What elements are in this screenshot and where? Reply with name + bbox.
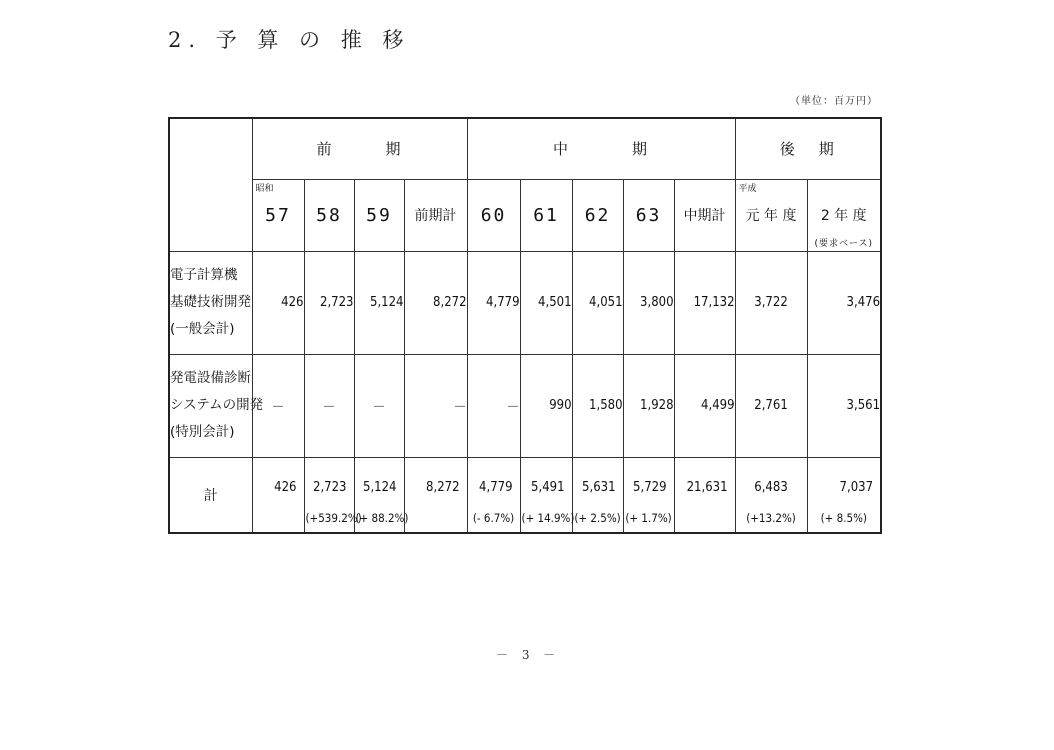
total-value: 21,631 (686, 479, 728, 495)
period-late-char-2: 期 (818, 140, 836, 159)
value-cell: 2,761 (735, 354, 807, 457)
year-cell (735, 179, 807, 251)
year-label: 57 (265, 204, 291, 226)
total-value: 5,124 (363, 479, 397, 495)
budget-table (168, 117, 882, 534)
total-cell (735, 457, 807, 533)
period-early (252, 118, 467, 179)
value-cell: 3,476 (807, 251, 881, 354)
year-cell (304, 179, 354, 251)
total-cell (354, 457, 409, 533)
year-cell (807, 179, 881, 251)
value-cell: 8,272 (404, 251, 467, 354)
request-base-note: (要求ベース) (814, 238, 874, 249)
era-showa-label: 昭和 (255, 183, 274, 194)
year-header-row (169, 179, 881, 251)
year-label: 元 年 度 (745, 208, 797, 224)
period-late-char-1: 後 (779, 140, 797, 159)
change-rate: (+ 1.7%) (625, 511, 672, 525)
year-label: 前期計 (414, 208, 457, 224)
change-rate: (+539.2%) (305, 511, 362, 525)
value-cell: 3,561 (807, 354, 881, 457)
total-row (169, 457, 881, 533)
era-heisei-label: 平成 (738, 183, 757, 194)
row-label-line: システムの開発 (170, 397, 264, 413)
year-label: 61 (533, 204, 559, 226)
year-label: 59 (366, 204, 392, 226)
value-cell: 4,051 (572, 251, 623, 354)
year-label: 63 (635, 204, 662, 226)
year-cell (520, 179, 572, 251)
value-cell: － (467, 354, 520, 457)
total-cell (404, 457, 467, 533)
row-label-line: (特別会計) (170, 424, 235, 440)
year-label: 58 (316, 204, 342, 226)
change-rate: (+13.2%) (746, 511, 796, 525)
change-rate: (- 6.7%) (472, 511, 515, 525)
period-middle-char-1: 中 (553, 140, 571, 159)
total-cell (807, 457, 881, 533)
value-cell: 990 (520, 354, 572, 457)
page-number: － 3 － (496, 648, 561, 662)
year-label: 62 (584, 204, 611, 226)
year-cell (404, 179, 467, 251)
year-cell (572, 179, 623, 251)
total-cell (467, 457, 520, 533)
row-label-line: (一般会計) (170, 321, 235, 337)
year-cell (354, 179, 404, 251)
value-cell: 3,800 (623, 251, 674, 354)
change-rate: (+ 88.2%) (355, 511, 409, 525)
value-cell: 1,580 (572, 354, 623, 457)
total-value: 5,729 (633, 479, 667, 495)
page-title: 2. 予 算 の 推 移 (168, 28, 411, 52)
row-label-line: 基礎技術開発 (170, 294, 251, 310)
value-cell: 2,723 (304, 251, 354, 354)
total-cell (572, 457, 623, 533)
total-value: 5,491 (531, 479, 565, 495)
corner-cell (169, 118, 252, 251)
total-label: 計 (169, 457, 252, 533)
value-cell: 4,501 (520, 251, 572, 354)
period-early-char-2: 期 (385, 140, 403, 159)
change-rate: (+ 8.5%) (820, 511, 867, 525)
row-label (169, 251, 252, 354)
year-cell (623, 179, 674, 251)
period-late (735, 118, 881, 179)
year-cell (252, 179, 304, 251)
table-row (169, 251, 881, 354)
row-label-line: 発電設備診断 (170, 370, 251, 386)
year-label: 中期計 (683, 208, 726, 224)
unit-label: （単位：百万円） (790, 96, 878, 107)
value-cell: 1,928 (623, 354, 674, 457)
period-early-char-1: 前 (316, 140, 334, 159)
year-cell (467, 179, 520, 251)
total-cell (623, 457, 674, 533)
year-cell (674, 179, 735, 251)
table-row (169, 354, 881, 457)
value-cell: 3,722 (735, 251, 807, 354)
change-rate: (+ 14.9%) (521, 511, 575, 525)
row-label (169, 354, 264, 457)
total-cell (252, 457, 304, 533)
total-value: 7,037 (839, 479, 874, 495)
value-cell: 426 (252, 251, 304, 354)
year-label: 2 年 度 (820, 208, 867, 224)
total-value: 4,779 (479, 479, 513, 495)
value-cell: 4,499 (674, 354, 735, 457)
total-value: 5,631 (582, 479, 616, 495)
total-value: 2,723 (313, 479, 347, 495)
value-cell: 5,124 (354, 251, 404, 354)
value-cell: － (252, 354, 304, 457)
period-header-row (169, 118, 881, 179)
year-label: 60 (480, 204, 507, 226)
total-cell (304, 457, 362, 533)
total-value: 426 (274, 479, 297, 495)
value-cell: － (304, 354, 354, 457)
total-value: 8,272 (426, 479, 460, 495)
total-cell (520, 457, 575, 533)
change-rate: (+ 2.5%) (574, 511, 621, 525)
period-middle (467, 118, 735, 179)
value-cell: － (404, 354, 467, 457)
period-middle-char-2: 期 (632, 140, 650, 159)
value-cell: 17,132 (674, 251, 735, 354)
total-value: 6,483 (754, 479, 788, 495)
total-cell (674, 457, 735, 533)
value-cell: 4,779 (467, 251, 520, 354)
row-label-line: 電子計算機 (170, 267, 238, 283)
value-cell: － (354, 354, 404, 457)
